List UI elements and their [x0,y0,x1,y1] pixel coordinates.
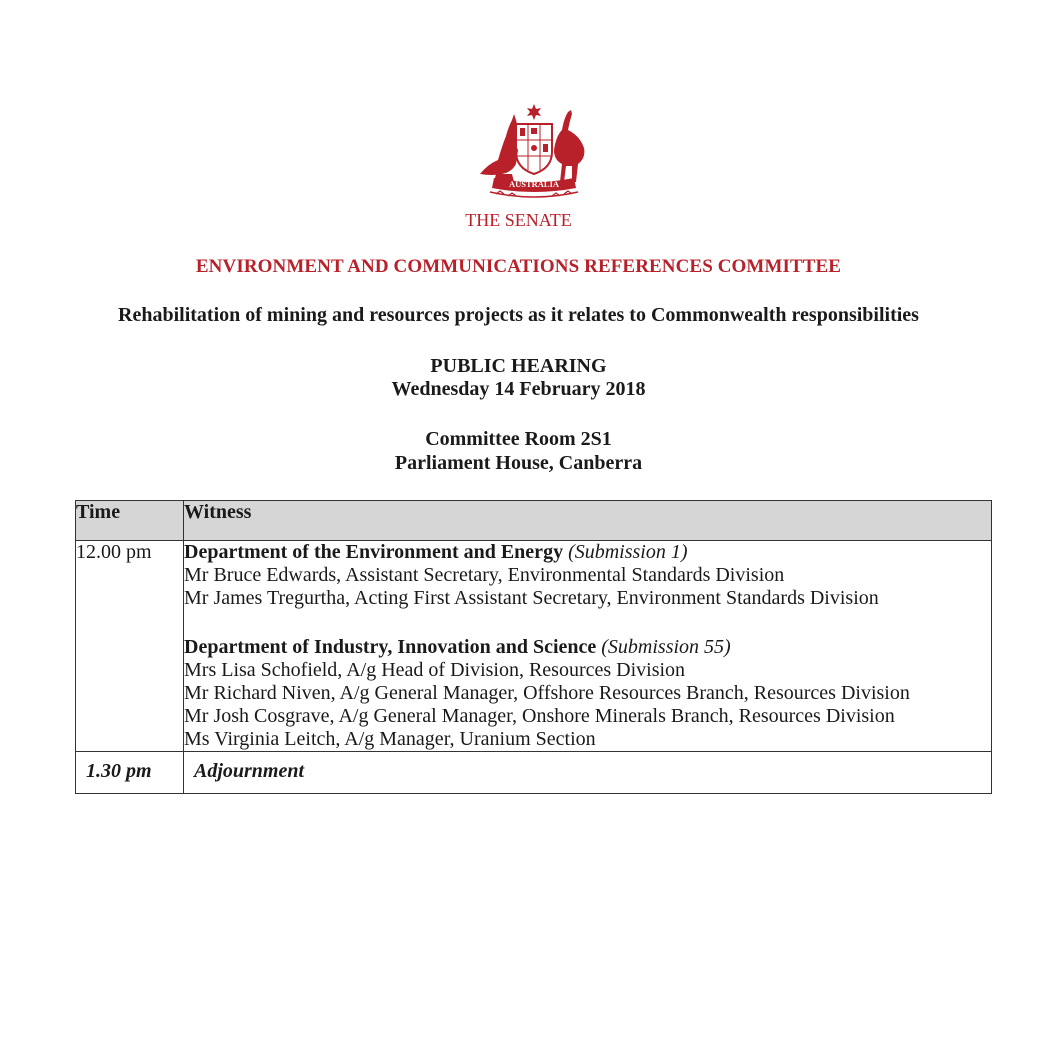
adjournment-row [76,752,992,794]
adjournment-time: 1.30 pm [76,752,184,794]
witness-entry: Mr Richard Niven, A/g General Manager, Offshore Resources Branch, Resources Division [184,682,910,704]
witness-entry: Mr Josh Cosgrave, A/g General Manager, Onshore Minerals Branch, Resources Division [184,705,895,727]
committee-title: ENVIRONMENT AND COMMUNICATIONS REFERENCES COMMITTEE [195,256,842,277]
submission-ref: (Submission 55) [601,636,731,658]
witness-entry: Mr James Tregurtha, Acting First Assistant Secretary, Environment Standards Division [184,587,879,609]
session-time: 12.00 pm [76,541,184,752]
hearing-date: Wednesday 14 February 2018 [391,378,646,400]
witness-column-header: Witness [184,501,992,541]
hearing-info [0,355,1037,401]
witness-group-heading: Department of the Environment and Energy (Submission 1) [184,541,688,563]
venue-building: Parliament House, Canberra [394,452,643,474]
witness-group-heading: Department of Industry, Innovation and Science (Submission 55) [184,636,731,658]
chamber-title: THE SENATE [465,210,572,230]
session-witnesses [184,541,992,752]
venue-room: Committee Room 2S1 [425,428,612,450]
witness-entry: Mrs Lisa Schofield, A/g Head of Division, Resources Division [184,659,686,681]
witness-entry: Ms Virginia Leitch, A/g Manager, Uranium Section [184,728,596,750]
hearing-type: PUBLIC HEARING [430,355,607,377]
venue-info [0,427,1037,475]
svg-text:AUSTRALIA: AUSTRALIA [508,179,560,189]
adjournment-label: Adjournment [184,752,992,794]
submission-ref: (Submission 1) [568,541,688,563]
inquiry-title: Rehabilitation of mining and resources projects as it relates to Commonwealth responsibilities [118,304,919,326]
table-row [76,541,992,752]
table-header-row [76,501,992,541]
witness-entry: Mr Bruce Edwards, Assistant Secretary, Environmental Standards Division [184,564,785,586]
hearing-schedule-table [75,500,992,794]
coat-of-arms-crest [472,102,596,202]
time-column-header: Time [76,501,184,541]
